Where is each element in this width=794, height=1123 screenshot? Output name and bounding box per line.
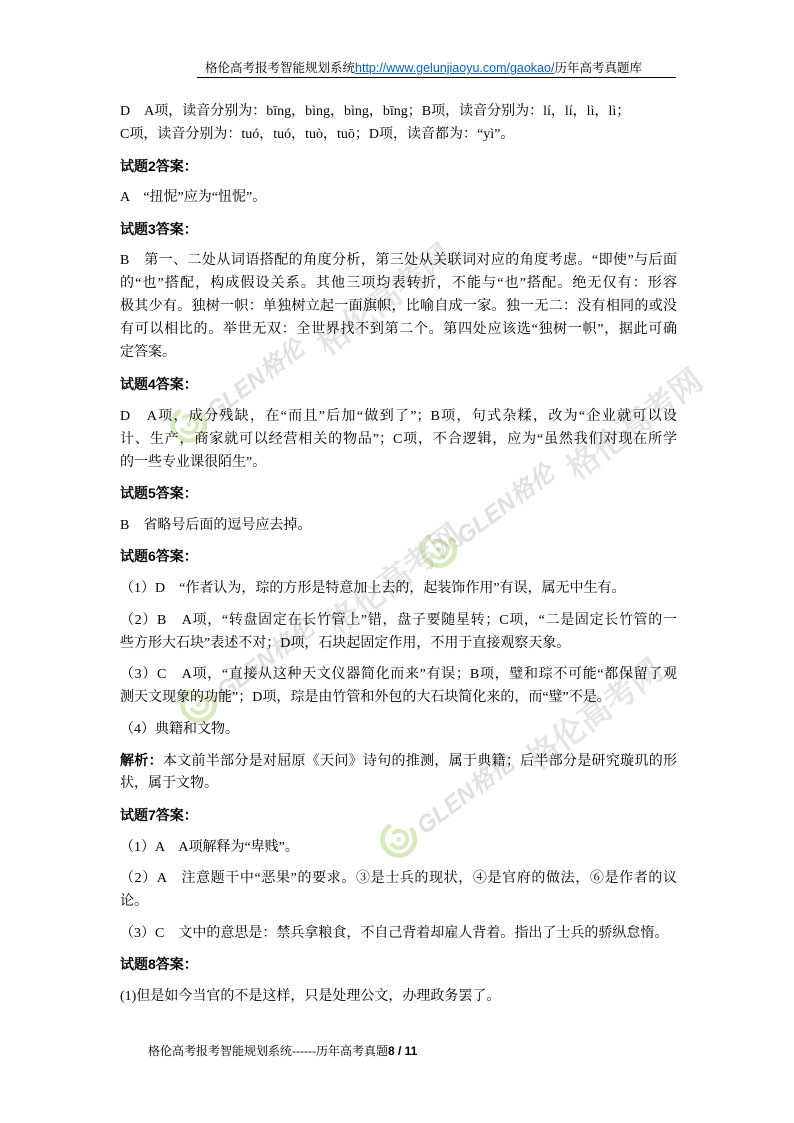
- answer-line: 论。: [120, 894, 148, 910]
- answer-heading-4: 试题4答案：: [120, 375, 198, 392]
- answer-line: 有可以相比的。举世无双：全世界找不到第二个。第四处应该选“独树一帜”，据此可确: [120, 322, 677, 338]
- answer-line: （2）B A项，“转盘固定在长竹管上”错，盘子要随星转；C项，“二是固定长竹管的一: [120, 612, 677, 628]
- watermark-brand: GLEN格伦: [201, 334, 310, 425]
- answer-line: （3）C A项，“直接从这种天文仪器简化而来”有误；B项，璧和琮不可能“都保留了观: [120, 667, 677, 683]
- answer-line: 极其少有。独树一帜：单独树立起一面旗帜，比喻自成一家。独一无二：没有相同的或没: [120, 299, 677, 315]
- answer-7-part-1: [120, 836, 677, 859]
- answer-line: 的一些专业课很陌生”。: [120, 454, 267, 470]
- header-divider: [197, 77, 676, 78]
- answer-6-part-1: [120, 577, 677, 600]
- answer-line: 测天文现象的功能”；D项，琮是由竹管和外包的大石块简化来的，而“璧”不是。: [120, 690, 611, 706]
- answer-heading-2: 试题2答案：: [120, 157, 198, 174]
- answer-6-part-3: [120, 663, 677, 709]
- answer-line: [120, 749, 677, 772]
- answer-2: [120, 186, 677, 209]
- answer-line: B 省略号后面的逗号应去掉。: [120, 517, 312, 533]
- answer-line: C项，读音分别为：tuó，tuó，tuò，tuō；D项，读音都为：“yì”。: [120, 127, 515, 142]
- answer-heading-7: 试题7答案：: [120, 806, 198, 823]
- answer-3: [120, 249, 677, 364]
- answer-line: （4）典籍和文物。: [120, 721, 239, 737]
- watermark-brand: GLEN格伦: [451, 459, 560, 550]
- watermark-brand: GLEN格伦: [411, 749, 520, 840]
- answer-line: D A项，读音分别为：bīng，bìng，bìng，bīng；B项，读音分别为：lí，lí，lì，lì；: [120, 104, 631, 119]
- answer-7-part-3: [120, 922, 677, 945]
- page-footer: [148, 1042, 417, 1059]
- header-suffix: 历年高考真题库: [554, 61, 642, 75]
- answer-8-part-1: [120, 985, 677, 1008]
- watermark-site: 格伦高考网: [559, 361, 710, 487]
- answer-line: A “扭怩”应为“忸怩”。: [120, 190, 267, 206]
- header-link[interactable]: http://www.gelunjiaoyu.com/gaokao/: [355, 61, 555, 75]
- answer-line: 计、生产，商家就可以经营相关的物品”；C项，不合逻辑，应为“虽然我们对现在所学: [120, 431, 677, 447]
- answer-6-part-4: [120, 718, 677, 741]
- answer-line: 状，属于文物。: [120, 776, 218, 792]
- answer-line: （3）C 文中的意思是：禁兵拿粮食，不自己背着却雇人背着。指出了士兵的骄纵怠惰。: [120, 925, 669, 941]
- answer-heading-3: 试题3答案：: [120, 220, 198, 237]
- answer-line: 定答案。: [120, 345, 176, 361]
- watermark-site: 格伦高考网: [319, 516, 470, 642]
- watermark-site: 格伦高考网: [309, 236, 460, 362]
- answer-line: （1）A A项解释为“卑贱”。: [120, 839, 299, 855]
- answer-heading-8: 试题8答案：: [120, 956, 198, 973]
- watermark-brand: GLEN格伦: [211, 614, 320, 705]
- answer-line: （2）A 注意题干中“恶果”的要求。③是士兵的现状，④是官府的做法，⑥是作者的议: [120, 871, 677, 887]
- answer-1-tail: [120, 100, 677, 146]
- answer-7-part-2: [120, 867, 677, 913]
- analysis-label: 解析：: [120, 752, 163, 769]
- header-title: 格伦高考报考智能规划系统: [205, 61, 356, 75]
- answer-line: （1）D “作者认为，琮的方形是特意加上去的，起装饰作用”有误，属无中生有。: [120, 580, 626, 596]
- analysis-text: 本文前半部分是对屈原《天问》诗句的推测，属于典籍；后半部分是研究璇玑的形: [162, 754, 678, 770]
- page-header: [205, 58, 642, 76]
- answer-line: D A项，成分残缺，在“而且”后加“做到了”；B项，句式杂糅，改为“企业就可以设: [120, 408, 677, 424]
- answer-line: 的“也”搭配，构成假设关系。其他三项均表转折，不能与“也”搭配。绝无仅有：形容: [120, 276, 677, 292]
- answer-6-part-2: [120, 609, 677, 655]
- page-number: 8 / 11: [387, 1044, 418, 1058]
- footer-text: 格伦高考报考智能规划系统------历年高考真题: [148, 1044, 388, 1058]
- answer-5: [120, 514, 677, 537]
- answer-line: (1)但是如今当官的不是这样，只是处理公文，办理政务罢了。: [120, 988, 501, 1004]
- answer-content: [120, 100, 677, 1016]
- answer-heading-6: 试题6答案：: [120, 548, 198, 565]
- answer-line: B 第一、二处从词语搭配的角度分析，第三处从关联词对应的角度考虑。“即使”与后面: [120, 253, 677, 269]
- answer-line: 些方形大石块”表述不对；D项，石块起固定作用，不用于直接观察天象。: [120, 635, 571, 651]
- answer-6-analysis: [120, 749, 677, 795]
- answer-heading-5: 试题5答案：: [120, 485, 198, 502]
- answer-4: [120, 405, 677, 474]
- watermark-site: 格伦高考网: [519, 651, 670, 777]
